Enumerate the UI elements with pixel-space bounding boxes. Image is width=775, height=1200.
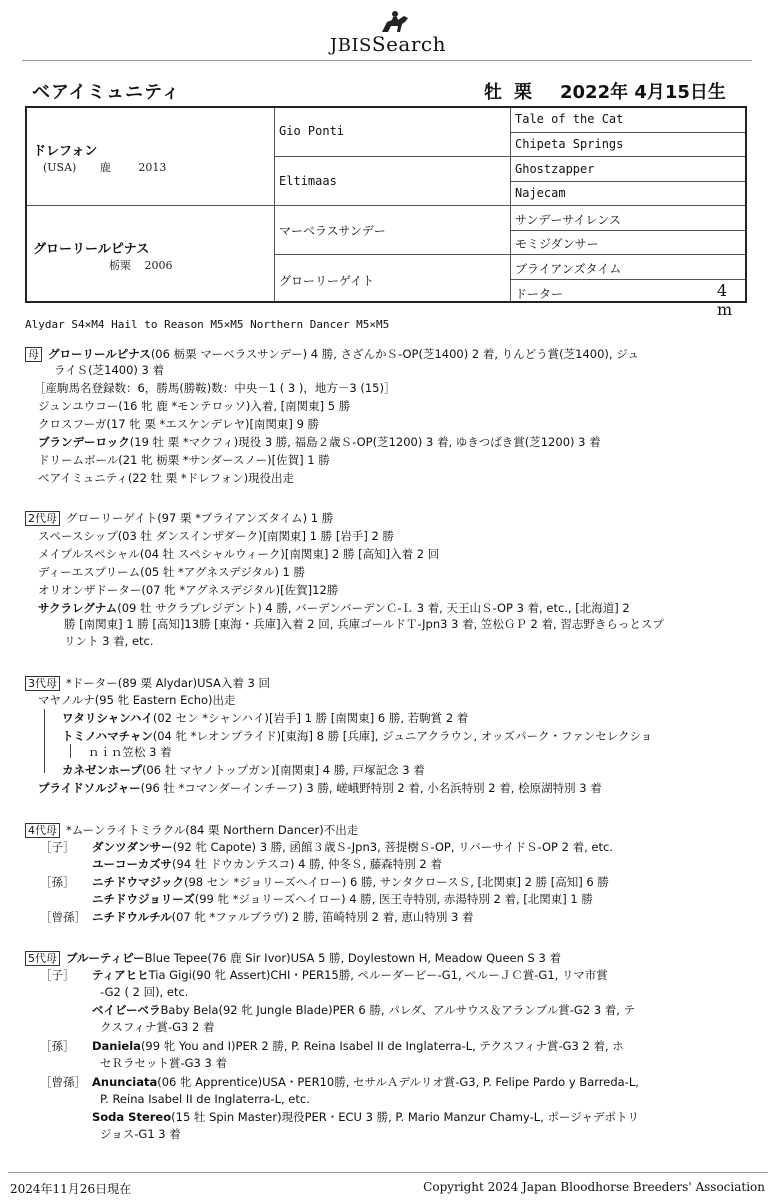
ped-row-divider-e7	[510, 279, 745, 280]
g3dam-offspring-2-name[interactable]: プライドソルジャー	[38, 781, 141, 795]
g5dam-child-2-rest: Baby Bela(92 牝 Jungle Blade)PER 6 勝, パレダ、アルサウス＆アランブル賞-G2 3 着, テ	[160, 1003, 636, 1017]
ped-g3-7[interactable]: ブライアンズタイム	[515, 262, 622, 276]
g2dam-head	[25, 510, 333, 526]
g2dam-head-text[interactable]: グローリーゲイト(97 栗 *ブライアンズタイム) 1 勝	[66, 511, 334, 525]
ped-row-divider-e1	[510, 132, 745, 133]
g3dam-offspring-2-rest: (96 牡 *コマンダーインチーフ) 3 勝, 嵯峨野特別 2 着, 小名浜特別 2 着, 桧原湖特別 3 着	[140, 781, 602, 795]
g5dam-grandchild-1	[92, 1038, 624, 1054]
logo-jbis: JBIS	[330, 35, 372, 56]
g5dam-greatgrandchild-2-rest: (15 牡 Spin Master)現役PER・ECU 3 勝, P. Mario Manzur Chamy-L, ポージャデポトリ	[171, 1110, 639, 1124]
horse-info	[484, 78, 738, 104]
footer-copyright: Copyright 2024 Japan Bloodhorse Breeders' Association	[423, 1180, 765, 1194]
g2dam-offspring-5-name[interactable]: サクラレグナム	[38, 601, 118, 615]
horse-color: 栗	[514, 82, 532, 103]
g5dam-grandchild-1-cont: セＲラセット賞-G3 3 着	[100, 1056, 228, 1070]
g2dam-offspring-4[interactable]: オリオンザドーター(07 牝 *アグネスデジタル)[佐賀]12勝	[38, 583, 339, 597]
g5dam-head-rest: Blue Tepee(76 鹿 Sir Ivor)USA 5 勝, Doylestown H, Meadow Queen S 3 着	[144, 951, 561, 965]
dam-color: 栃栗	[109, 259, 131, 272]
g3dam-offspring-1[interactable]: マヤノルナ(95 牝 Eastern Echo)出走	[38, 693, 236, 707]
g5dam-greatgrandchild-2-cont: ジョス-G1 3 着	[100, 1127, 181, 1141]
jbis-logo[interactable]	[330, 6, 460, 54]
g4dam-head-text[interactable]: *ムーンライトミラクル(84 栗 Northern Dancer)不出走	[66, 823, 359, 837]
g5dam-label-grandchild: ［孫］	[40, 1039, 75, 1053]
g5dam-child-1-name[interactable]: ティアヒヒ	[92, 968, 149, 982]
sire-cell[interactable]	[33, 140, 166, 175]
sire-origin: (USA)	[43, 161, 77, 174]
dam-offspring-3-rest: (19 牡 栗 *マクフィ)現役 3 勝, 福島２歳Ｓ-OP(芝1200) 3 着, ゆきつばき賞(芝1200) 3 着	[129, 435, 601, 449]
dam-details	[109, 257, 173, 273]
sire-name[interactable]: ドレフォン	[33, 144, 98, 159]
g5dam-head-name[interactable]: ブルーティピー	[66, 951, 145, 965]
dam-section-name[interactable]: グローリールピナス	[48, 347, 151, 361]
g3dam-grandchild-2	[62, 728, 652, 744]
dam-name[interactable]: グローリールピナス	[33, 242, 150, 257]
sire-details	[43, 159, 166, 175]
ped-sire-dam[interactable]: Eltimaas	[279, 174, 337, 188]
g2dam-tag: 2代母	[25, 511, 60, 526]
dam-offspring-1[interactable]: ジュンユウコー(16 牝 鹿 *モンテロッソ)入着, [南関東] 5 勝	[38, 399, 351, 413]
g5dam-grandchild-1-rest: (99 牝 You and I)PER 2 勝, P. Reina Isabel II de Inglaterra-L, テクスフィナ賞-G3 2 着, ホ	[140, 1039, 624, 1053]
ped-g3-6[interactable]: モミジダンサー	[515, 237, 599, 251]
g2dam-offspring-5-rest: (09 牡 サクラプレジデント) 4 勝, バーデンバーデンＣ-Ｌ 3 着, 天王山Ｓ-OP 3 着, etc., [北海道] 2	[117, 601, 630, 615]
g2dam-offspring-2[interactable]: メイプルスペシャル(04 牡 スペシャルウィーク)[南関東] 2 勝 [高知]入着 2 回	[38, 547, 440, 561]
dam-tag: 母	[25, 347, 42, 362]
ped-g3-4[interactable]: Najecam	[515, 186, 566, 200]
g4dam-greatgrandchild-1-name[interactable]: ニチドウルチル	[92, 910, 172, 924]
g5dam-head	[25, 950, 561, 966]
g2dam-offspring-5-cont1: 勝 [南関東] 1 勝 [高知]13勝 [東海・兵庫]入着 2 回, 兵庫ゴールドＴ-Jpn3 3 着, 笠松ＧＰ 2 着, 習志野きらっとスプ	[64, 617, 664, 631]
g4dam-child-1	[92, 839, 613, 855]
g3dam-grandchild-3	[62, 762, 425, 778]
g4dam-tag: 4代母	[25, 823, 60, 838]
inbreeding-line: Alydar S4×M4 Hail to Reason M5×M5 Northern Dancer M5×M5	[25, 318, 390, 331]
g5dam-tag: 5代母	[25, 951, 60, 966]
g3dam-head	[25, 675, 270, 691]
footer-date: 2024年11月26日現在	[10, 1182, 132, 1196]
g4dam-child-2-rest: (94 牡 ドウカンテスコ) 4 勝, 仲冬Ｓ, 藤森特別 2 着	[172, 857, 442, 871]
g5dam-child-1	[92, 967, 608, 983]
g5dam-greatgrandchild-1-rest: (06 牝 Apprentice)USA・PER10勝, セサルＡデルリオ賞-G3, P. Felipe Pardo y Barreda-L,	[157, 1075, 639, 1089]
ped-dam-dam[interactable]: グローリーゲイト	[279, 274, 375, 288]
g2dam-offspring-5	[38, 600, 630, 616]
horse-sex: 牡	[484, 82, 502, 103]
g4dam-label-child: ［子］	[40, 840, 75, 854]
g4dam-greatgrandchild-1-rest: (07 牝 *ファルブラヴ) 2 勝, 笛崎特別 2 着, 恵山特別 3 着	[171, 910, 474, 924]
g2dam-offspring-5-cont2: リント 3 着, etc.	[64, 634, 154, 648]
g4dam-label-grandchild: ［孫］	[40, 875, 75, 889]
g5dam-child-2-cont: クスフィナ賞-G3 2 着	[100, 1020, 215, 1034]
ped-g3-5[interactable]: サンデーサイレンス	[515, 213, 621, 227]
g5dam-child-1-rest: Tia Gigi(90 牝 Assert)CHI・PER15勝, ペルーダービー-G1, ペルーＪＣ賞-G1, リマ市賞	[148, 968, 608, 982]
g4dam-greatgrandchild-1	[92, 909, 474, 925]
g5dam-greatgrandchild-1-name[interactable]: Anunciata	[92, 1075, 158, 1089]
g4dam-grandchild-1-rest: (98 セン *ジョリーズヘイロー) 6 勝, サンタクロースＳ, [北関東] 2 勝 [高知] 6 勝	[184, 875, 609, 889]
pedigree-table	[25, 106, 747, 319]
ped-g3-3[interactable]: Ghostzapper	[515, 162, 595, 176]
g4dam-child-1-name[interactable]: ダンツダンサー	[92, 840, 173, 854]
g5dam-label-child: ［子］	[40, 968, 75, 982]
g4dam-head	[25, 822, 358, 838]
dam-year: 2006	[144, 259, 173, 272]
dam-stats: ［産駒馬名登録数：6，勝馬(勝鞍)数：中央－1 ( 3 )，地方－3 (15)］	[34, 381, 396, 395]
g3dam-tree-line	[44, 709, 45, 773]
g5dam-child-2	[92, 1002, 635, 1018]
dam-offspring-3	[38, 434, 601, 450]
ped-row-divider-mid	[27, 205, 745, 206]
ped-sire-sire[interactable]: Gio Ponti	[279, 124, 345, 138]
sire-year: 2013	[138, 161, 167, 174]
footer-divider	[8, 1172, 768, 1173]
header-divider	[22, 60, 752, 61]
dam-offspring-2[interactable]: クロスフーガ(17 牝 栗 *エスケンデレヤ)[南関東] 9 勝	[38, 417, 320, 431]
g3dam-grandchild-1	[62, 710, 468, 726]
g5dam-greatgrandchild-2-name[interactable]: Soda Stereo	[92, 1110, 172, 1124]
ped-row-divider-q3	[274, 254, 745, 255]
ped-g3-2[interactable]: Chipeta Springs	[515, 137, 624, 151]
g5dam-greatgrandchild-1-cont: P. Reina Isabel II de Inglaterra-L, etc.	[100, 1092, 310, 1106]
sire-color: 鹿	[99, 161, 111, 174]
g5dam-child-1-cont: -G2 ( 2 回), etc.	[100, 985, 189, 999]
horse-name: ベアイミュニティ	[32, 82, 181, 103]
dam-section-cont: ライＳ(芝1400) 3 着	[54, 363, 165, 377]
g3dam-grandchild-2-cont: ｎｉｎ笠松 3 着	[88, 745, 172, 759]
g4dam-child-2-name[interactable]: ユーコーカズサ	[92, 857, 173, 871]
g4dam-grandchild-2-rest: (99 牝 *ジョリーズヘイロー) 4 勝, 医王寺特別, 赤湯特別 2 着, [北関東] 1 勝	[194, 892, 593, 906]
g4dam-child-2	[92, 856, 442, 872]
g2dam-offspring-1[interactable]: スペースシップ(03 牡 ダンスインザダーク)[南関東] 1 勝 [岩手] 2 勝	[38, 529, 394, 543]
horse-birth: 2022年 4月15日生	[560, 82, 726, 103]
g2dam-offspring-3[interactable]: ディーエスプリーム(05 牡 *アグネスデジタル) 1 勝	[38, 565, 306, 579]
g4dam-grandchild-2	[92, 891, 593, 907]
dam-offspring-4[interactable]: ドリームボール(21 牝 栃栗 *サンダースノー)[佐賀] 1 勝	[38, 453, 330, 467]
dam-section-rest: (06 栃栗 マーベラスサンデー) 4 勝, さざんかＳ-OP(芝1400) 2 着, りんどう賞(芝1400), ジュ	[150, 347, 639, 361]
g3dam-grandchild-2-rest: (04 牝 *レオンプライド)[東海] 8 勝 [兵庫], ジュニアクラウン, オッズパーク・ファンセレクショ	[152, 729, 653, 743]
g4dam-grandchild-1-name[interactable]: ニチドウマジック	[92, 875, 184, 889]
g3dam-offspring-2	[38, 780, 602, 796]
ped-row-divider-q1	[274, 156, 745, 157]
ped-row-divider-e3	[510, 181, 745, 182]
ped-g3-1[interactable]: Tale of the Cat	[515, 112, 624, 126]
ped-g3-8[interactable]: ドーター	[515, 287, 564, 301]
g3dam-tree-subline	[70, 744, 71, 758]
dam-offspring-3-name[interactable]: ブランデーロック	[38, 435, 130, 449]
g3dam-grandchild-1-name[interactable]: ワタリシャンハイ	[62, 711, 153, 725]
dam-offspring-5[interactable]: ベアイミュニティ(22 牡 栗 *ドレフォン)現役出走	[38, 471, 295, 485]
g5dam-grandchild-1-name[interactable]: Daniela	[92, 1039, 141, 1053]
title-row	[32, 78, 726, 103]
g3dam-grandchild-3-name[interactable]: カネゼンホープ	[62, 763, 142, 777]
g5dam-greatgrandchild-1	[92, 1074, 639, 1090]
g3dam-grandchild-3-rest: (06 牡 マヤノトップガン)[南関東] 4 勝, 戸塚記念 3 着	[141, 763, 425, 777]
dam-section-head	[25, 346, 639, 362]
g3dam-tag: 3代母	[25, 676, 60, 691]
g4dam-grandchild-2-name[interactable]: ニチドウジョリーズ	[92, 892, 195, 906]
ped-dam-sire[interactable]: マーベラスサンデー	[279, 224, 386, 238]
ped-row-divider-e5	[510, 230, 745, 231]
g4dam-child-1-rest: (92 牝 Capote) 3 勝, 函館３歳Ｓ-Jpn3, 菩提樹Ｓ-OP, リバーサイドＳ-OP 2 着, etc.	[172, 840, 613, 854]
dam-cell[interactable]	[33, 238, 173, 273]
g3dam-grandchild-2-name[interactable]: トミノハマチャン	[62, 729, 153, 743]
g5dam-child-2-name[interactable]: ベイビーベラ	[92, 1003, 161, 1017]
g3dam-head-text[interactable]: *ドーター(89 栗 Alydar)USA入着 3 回	[66, 676, 271, 690]
g5dam-label-greatgrandchild: ［曾孫］	[40, 1075, 86, 1089]
g5dam-greatgrandchild-2	[92, 1109, 639, 1125]
g3dam-grandchild-1-rest: (02 セン *シャンハイ)[岩手] 1 勝 [南関東] 6 勝, 若駒賞 2 着	[152, 711, 469, 725]
ped-g3-8-note: 4 m	[717, 281, 733, 319]
g4dam-grandchild-1	[92, 874, 609, 890]
logo-search: Search	[371, 32, 446, 56]
g4dam-label-greatgrandchild: ［曾孫］	[40, 910, 86, 924]
